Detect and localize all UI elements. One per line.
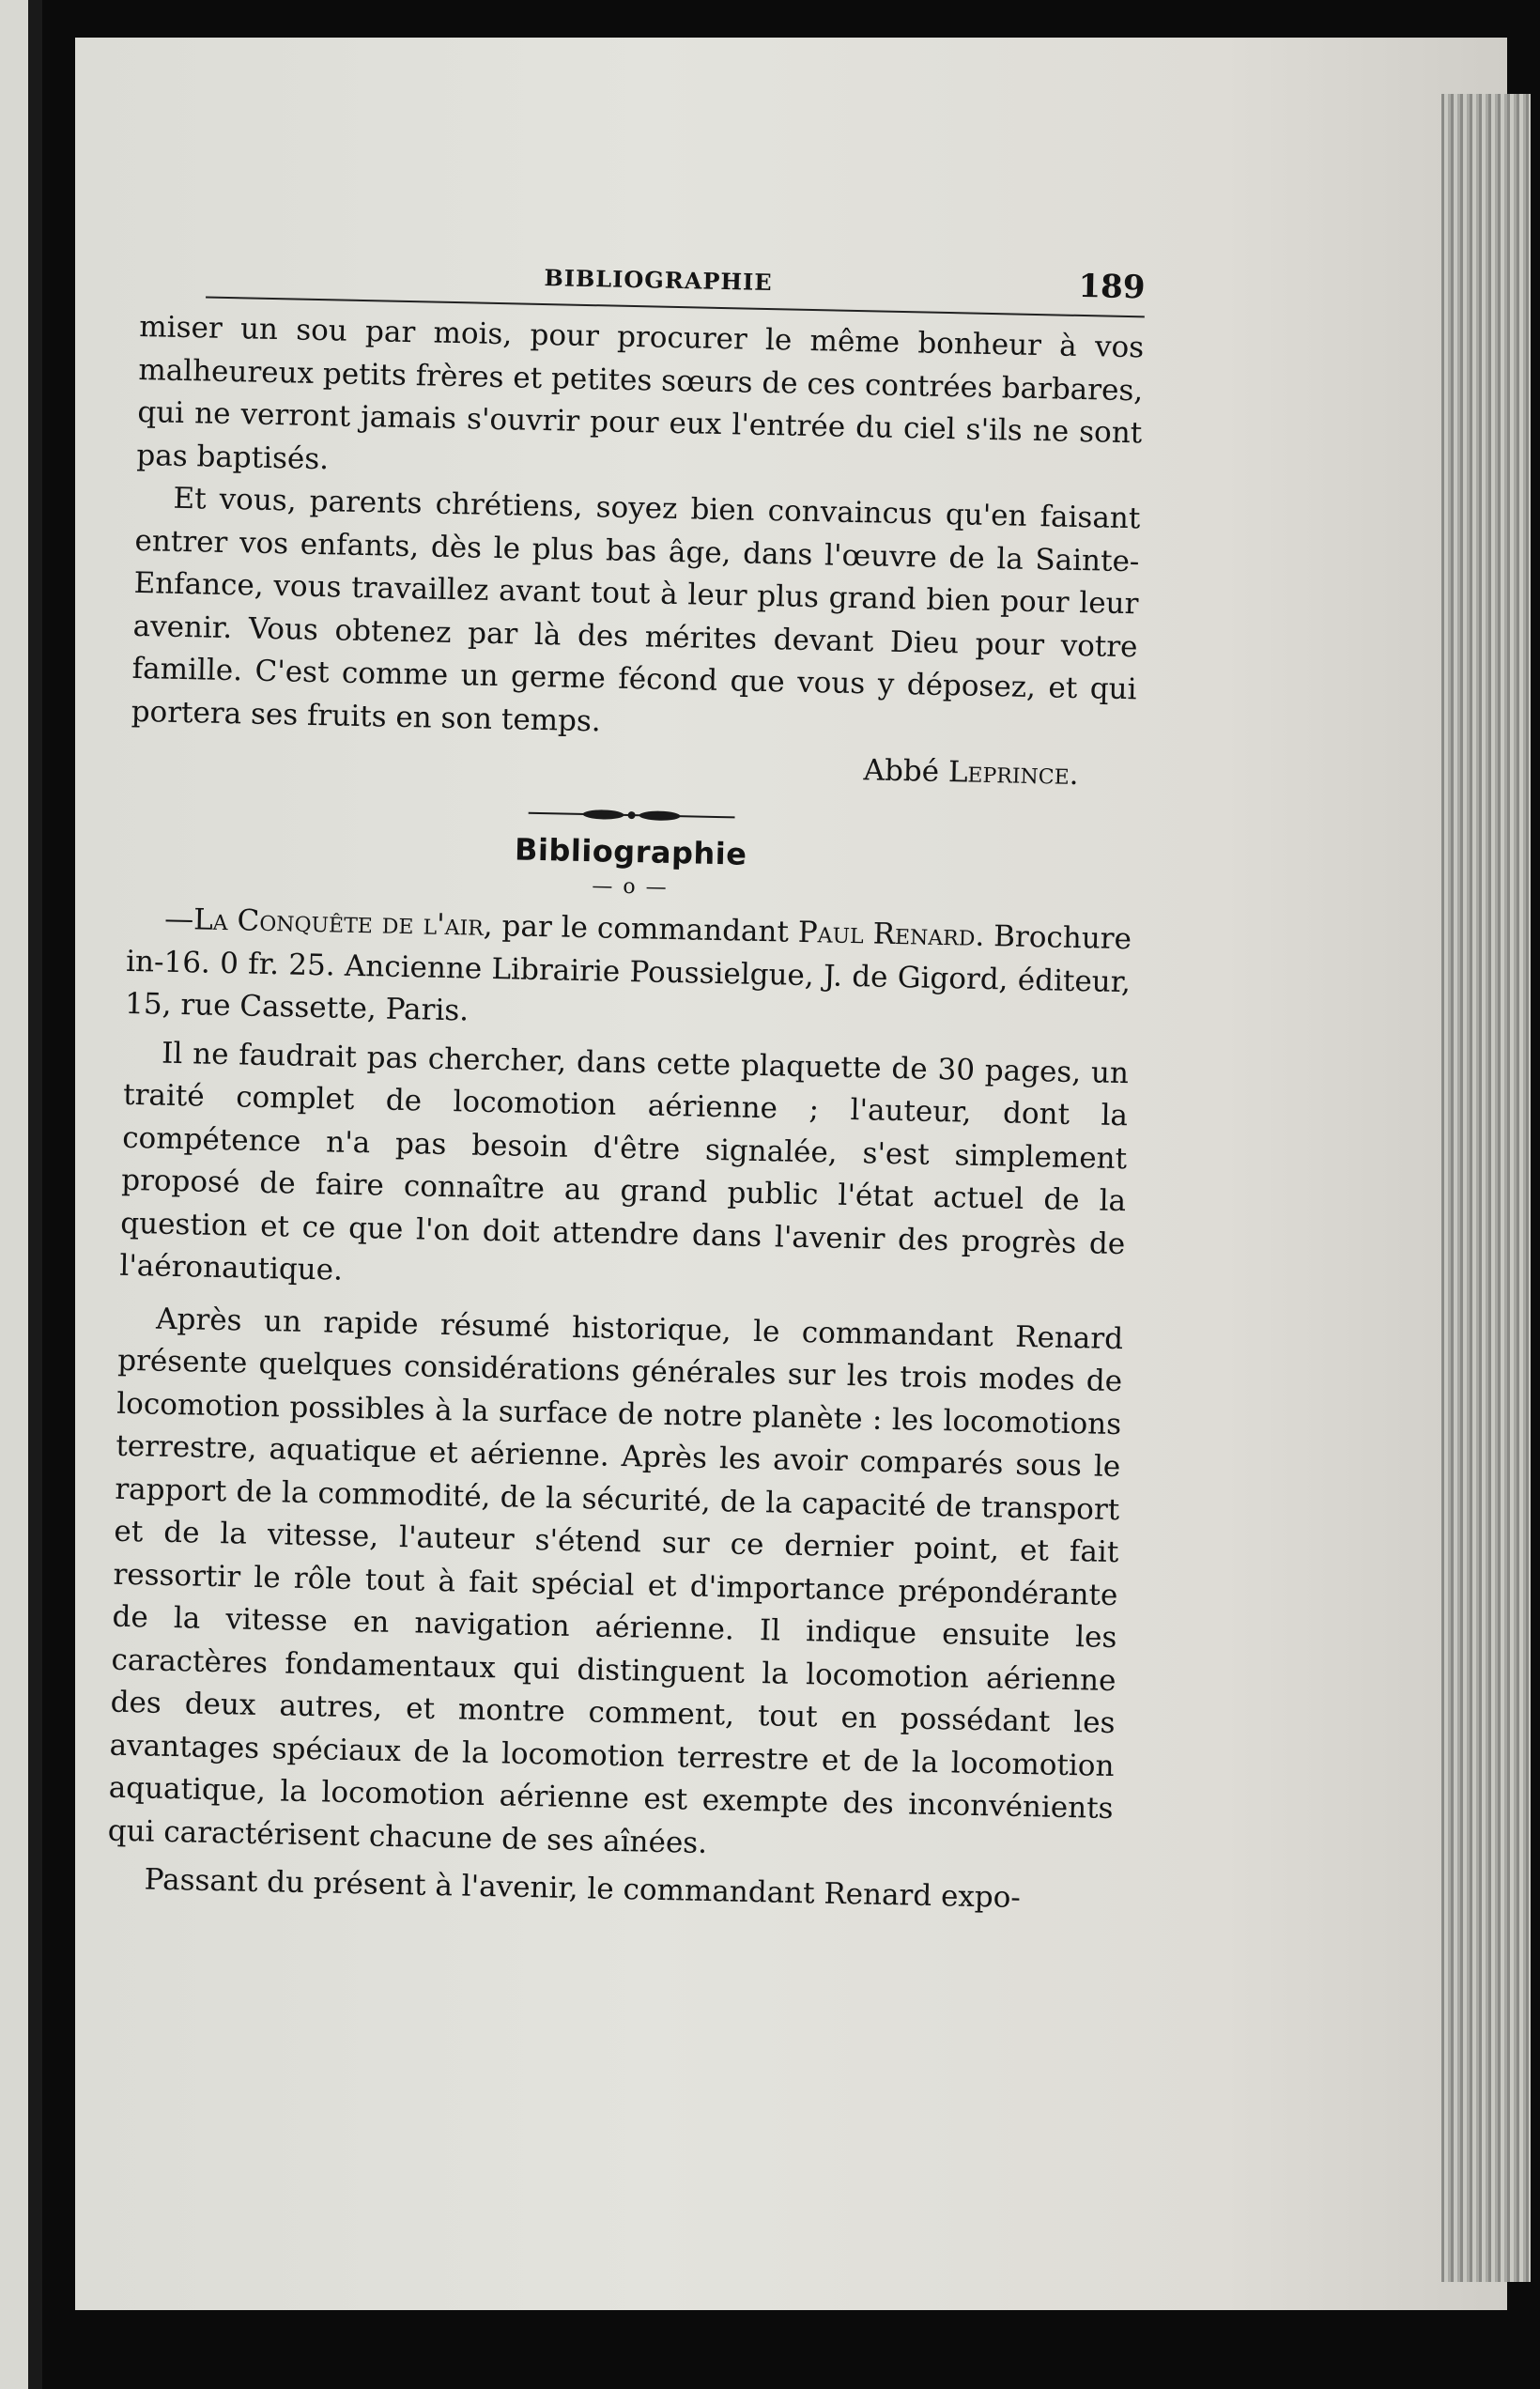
entry-details: . Brochure in-16. 0 fr. 25. Ancienne Librairie Poussielgue, J. de Gigord, éditeur, 15, rue Cassette, Paris.	[124, 918, 1132, 1028]
signature-name: Leprince	[947, 755, 1070, 792]
page-edges	[1441, 94, 1531, 2282]
ornament-divider	[528, 806, 734, 825]
bibliography-entry	[125, 898, 1132, 1047]
review-paragraph-2: Après un rapide résumé historique, le commandant Renard présente quelques considérations générales sur les trois modes de locomotion possibles à la surface de notre planète : les locomotions terrestre, aquatique et aérienne. Après les avoir comparés sous le rapport de la commodité, de la sécurité, de la capacité de transport et de la vitesse, l'auteur s'étend sur ce dernier point, et fait ressortir le rôle tout à fait spécial et d'importance prépondérante de la vitesse en navigation aérienne. Il indique ensuite les caractères fondamentaux qui distinguent la locomotion aérienne des deux autres, et montre comment, tout en possédant les avantages spéciaux de la locomotion terrestre et de la locomotion aquatique, la locomotion aérienne est exempte des inconvénients qui caractérisent chacune de ses aînées.	[107, 1302, 1124, 1860]
author-intro: , par le commandant	[483, 908, 799, 949]
section-title: Bibliographie	[514, 831, 747, 872]
signature-suffix: .	[1069, 757, 1079, 793]
page-number: 189	[1078, 267, 1146, 307]
section-separator: — o —	[592, 874, 669, 900]
review-paragraph-3: Passant du présent à l'avenir, le commandant Renard expo-	[144, 1862, 1022, 1915]
page-text	[106, 254, 1146, 1922]
signature-prefix: Abbé	[863, 753, 949, 790]
book-binding-left	[0, 0, 66, 2389]
running-head: BIBLIOGRAPHIE	[544, 264, 773, 297]
book-title: La Conquête de l'air	[192, 902, 485, 943]
review-paragraph-1: Il ne faudrait pas chercher, dans cette plaquette de 30 pages, un traité complet de locomotion aérienne ; l'auteur, dont la compétence n'a pas besoin d'être signalée, s'est simplement proposé de faire connaître au grand public l'état actuel de la question et ce que l'on doit attendre dans l'avenir des progrès de l'aéronautique.	[119, 1036, 1130, 1287]
entry-dash: —	[163, 902, 194, 937]
paragraph-parents: Et vous, parents chrétiens, soyez bien convaincus qu'en faisant entrer vos enfants, dès le plus bas âge, dans l'œuvre de la Sainte-Enfance, vous travaillez avant tout à leur plus grand bien pour leur avenir. Vous obtenez par là des mérites devant Dieu pour votre famille. C'est comme un germe fécond que vous y déposez, et qui portera ses fruits en son temps.	[131, 481, 1141, 738]
book-author: Paul Renard	[797, 915, 976, 953]
paragraph-continuation: miser un sou par mois, pour procurer le même bonheur à vos malheureux petits frères et petites sœurs de ces contrées barbares, qui ne verront jamais s'ouvrir pour eux l'entrée du ciel s'ils ne sont pas baptisés.	[136, 309, 1145, 476]
